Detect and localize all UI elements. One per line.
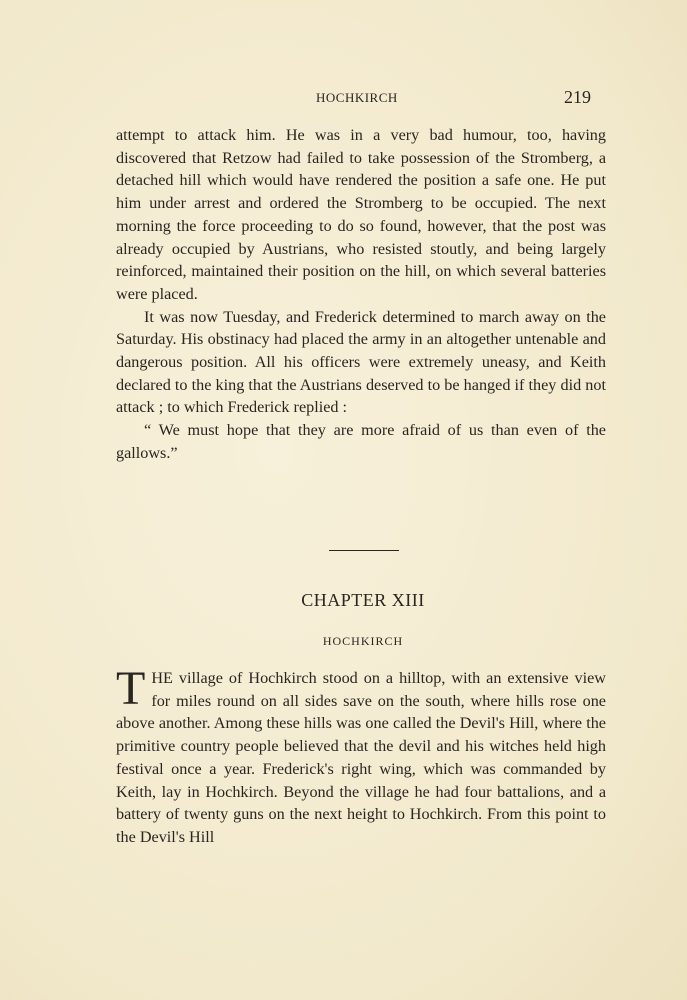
- chapter-heading: CHAPTER XIII: [301, 590, 425, 610]
- section-divider: [329, 550, 399, 551]
- paragraph: It was now Tuesday, and Frederick determined to march away on the Saturday. His obstinacy had placed the army in an altogether untenable and dangerous position. All his officers were extremely uneasy, and Keith declared to the king that the Austrians deserved to be hanged if they did not attack ; to which Frederick replied :: [116, 307, 606, 417]
- running-title: HOCHKIRCH: [316, 90, 398, 105]
- running-head: [0, 87, 687, 109]
- drop-cap: T: [116, 662, 146, 715]
- paragraph-quote: “ We must hope that they are more afraid of us than even of the gallows.”: [116, 421, 606, 462]
- paragraph-continued: attempt to attack him. He was in a very bad humour, too, having discovered that Retzow had failed to take possession of the Stromberg, a detached hill which would have rendered the position a safe one. He put him under arrest and ordered the Stromberg to be occupied. The next morning the force proceeding to do so found, however, that the post was already occupied by Austrians, who resisted stoutly, and being largely reinforced, maintained their position on the hill, on which several batteries were placed.: [116, 126, 606, 303]
- page-number: 219: [564, 87, 591, 107]
- opening-paragraph: [116, 662, 606, 849]
- opening-paragraph-text: HE village of Hochkirch stood on a hilltop, with an extensive view for miles round on all sides save on the south, where hills rose one above another. Among these hills was one called the Devil's Hill, where the primitive country people believed that the devil and his witches held high festival once a year. Frederick's right wing, which was commanded by Keith, lay in Hochkirch. Beyond the village he had four battalions, and a battery of twenty guns on the next height to Hochkirch. From this point to the Devil's Hill: [116, 669, 606, 846]
- chapter-subheading: HOCHKIRCH: [322, 634, 404, 648]
- chapter-opening-text: [116, 662, 606, 849]
- body-text-top: [116, 124, 606, 465]
